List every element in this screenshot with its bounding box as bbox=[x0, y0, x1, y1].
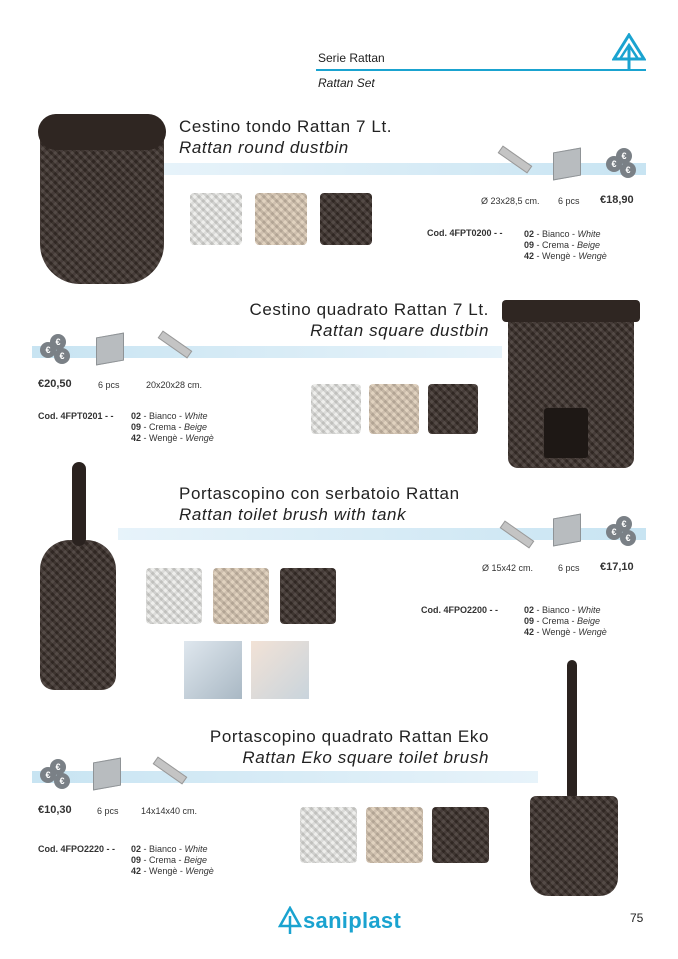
product4-euro-icon: € bbox=[40, 767, 56, 783]
swatch-beige-4 bbox=[366, 807, 423, 863]
square-dustbin-pedal bbox=[544, 408, 588, 458]
swatch-beige-2 bbox=[369, 384, 419, 434]
product4-title-it: Portascopino quadrato Rattan Eko bbox=[209, 727, 489, 746]
brush-tank-image bbox=[40, 540, 116, 690]
product4-code: Cod. 4FPO2220 - - bbox=[38, 844, 116, 854]
swatch-wenge-3 bbox=[280, 568, 336, 624]
swatch-white-1 bbox=[190, 193, 242, 245]
product4-colors: 02 - Bianco - White 09 - Crema - Beige 42 - Wengè - Wengè bbox=[131, 844, 214, 876]
product3-euro-icon-2: € bbox=[616, 516, 632, 532]
product3-title-it: Portascopino con serbatoio Rattan bbox=[179, 484, 460, 503]
product2-euro-icon: € bbox=[40, 342, 56, 358]
product4-box-icon bbox=[93, 758, 121, 791]
square-brush-image bbox=[530, 796, 618, 896]
product4-dims: 14x14x40 cm. bbox=[141, 806, 198, 816]
product3-euro-icon-3: € bbox=[620, 530, 636, 546]
product1-dims: Ø 23x28,5 cm. bbox=[481, 196, 540, 206]
round-dustbin-lid bbox=[38, 114, 166, 150]
product4-price: €10,30 bbox=[38, 804, 72, 816]
swatch-wenge-1 bbox=[320, 193, 372, 245]
saniplast-footer-logo-icon bbox=[278, 906, 302, 936]
product3-euro-icon: € bbox=[606, 524, 622, 540]
product1-title-it: Cestino tondo Rattan 7 Lt. bbox=[179, 117, 393, 136]
product2-title-it: Cestino quadrato Rattan 7 Lt. bbox=[249, 300, 489, 319]
product3-pcs: 6 pcs bbox=[558, 563, 580, 573]
product1-code: Cod. 4FPT0200 - - bbox=[427, 228, 503, 238]
swatch-white-3 bbox=[146, 568, 202, 624]
product1-euro-icon: € bbox=[606, 156, 622, 172]
product4-euro-icon-3: € bbox=[54, 773, 70, 789]
product4-euro-icon-2: € bbox=[50, 759, 66, 775]
product2-dims: 20x20x28 cm. bbox=[146, 380, 203, 390]
product4-title-en: Rattan Eko square toilet brush bbox=[242, 748, 489, 767]
product3-price: €17,10 bbox=[600, 561, 634, 573]
product1-box-icon bbox=[553, 148, 581, 181]
saniplast-logo-icon bbox=[612, 33, 646, 71]
series-title-en: Rattan Set bbox=[318, 76, 375, 90]
swatch-wenge-2 bbox=[428, 384, 478, 434]
brush-tank-handle bbox=[72, 462, 86, 546]
product3-code: Cod. 4FPO2200 - - bbox=[421, 605, 499, 615]
series-title-it: Serie Rattan bbox=[318, 51, 385, 65]
square-dustbin-lid bbox=[502, 300, 640, 322]
swatch-white-4 bbox=[300, 807, 357, 863]
product2-code: Cod. 4FPT0201 - - bbox=[38, 411, 114, 421]
product2-euro-icon-3: € bbox=[54, 348, 70, 364]
footer-brand: saniplast bbox=[303, 908, 402, 933]
usage-photo-hand bbox=[251, 641, 309, 699]
product1-pcs: 6 pcs bbox=[558, 196, 580, 206]
product2-colors: 02 - Bianco - White 09 - Crema - Beige 42 - Wengè - Wengè bbox=[131, 411, 214, 443]
product4-pcs: 6 pcs bbox=[97, 806, 119, 816]
product1-title-en: Rattan round dustbin bbox=[179, 138, 349, 157]
product2-box-icon bbox=[96, 333, 124, 366]
square-brush-handle bbox=[567, 660, 577, 800]
swatch-white-2 bbox=[311, 384, 361, 434]
product3-dims: Ø 15x42 cm. bbox=[482, 563, 534, 573]
swatch-beige-3 bbox=[213, 568, 269, 624]
product1-colors: 02 - Bianco - White 09 - Crema - Beige 42 - Wengè - Wengè bbox=[524, 229, 607, 261]
product2-title-en: Rattan square dustbin bbox=[310, 321, 489, 340]
product1-euro-icon-2: € bbox=[616, 148, 632, 164]
product2-price: €20,50 bbox=[38, 378, 72, 390]
product1-price: €18,90 bbox=[600, 194, 634, 206]
product2-pcs: 6 pcs bbox=[98, 380, 120, 390]
product1-euro-icon-3: € bbox=[620, 162, 636, 178]
page-number: 75 bbox=[630, 911, 644, 925]
product3-box-icon bbox=[553, 514, 581, 547]
product2-euro-icon-2: € bbox=[50, 334, 66, 350]
product3-title-en: Rattan toilet brush with tank bbox=[179, 505, 407, 524]
header-rule bbox=[316, 69, 646, 71]
swatch-wenge-4 bbox=[432, 807, 489, 863]
swatch-beige-1 bbox=[255, 193, 307, 245]
product3-colors: 02 - Bianco - White 09 - Crema - Beige 42 - Wengè - Wengè bbox=[524, 605, 607, 637]
usage-photo-pour bbox=[184, 641, 242, 699]
